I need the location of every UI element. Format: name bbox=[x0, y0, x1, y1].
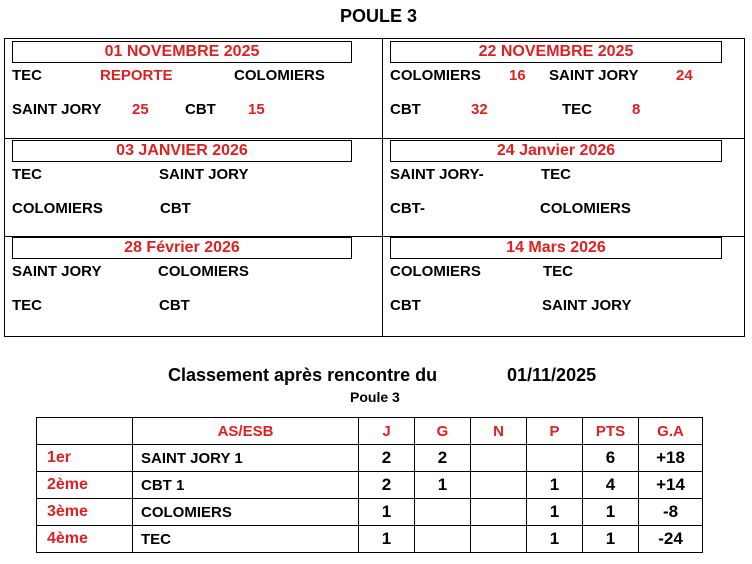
header-cell: PTS bbox=[583, 418, 639, 445]
match-away-team: SAINT JORY bbox=[549, 67, 639, 84]
points-cell: 1 bbox=[583, 499, 639, 526]
drawn-cell bbox=[471, 526, 527, 553]
played-cell: 1 bbox=[359, 526, 415, 553]
round-date: 01 NOVEMBRE 2025 bbox=[12, 41, 352, 63]
won-cell bbox=[415, 499, 471, 526]
standings-date: 01/11/2025 bbox=[507, 365, 597, 385]
table-row bbox=[37, 499, 703, 526]
match-away-score: 8 bbox=[632, 101, 641, 118]
match-home-team: TEC bbox=[12, 297, 42, 314]
header-cell: AS/ESB bbox=[133, 418, 359, 445]
rank-cell: 4ème bbox=[37, 526, 133, 553]
match-away-score: 15 bbox=[248, 101, 265, 118]
lost-cell: 1 bbox=[527, 526, 583, 553]
match-home-score: REPORTE bbox=[100, 67, 173, 84]
match-away-team: COLOMIERS bbox=[234, 67, 325, 84]
match-home-team: TEC bbox=[12, 166, 42, 183]
match-away-team: SAINT JORY bbox=[542, 297, 632, 314]
header-cell: N bbox=[471, 418, 527, 445]
match-home-score: 25 bbox=[132, 101, 149, 118]
match-home-team: SAINT JORY bbox=[12, 101, 102, 118]
match-home-team: CBT bbox=[390, 101, 421, 118]
table-row bbox=[37, 445, 703, 472]
goal-average-cell: +18 bbox=[639, 445, 703, 472]
header-cell: G bbox=[415, 418, 471, 445]
lost-cell: 1 bbox=[527, 499, 583, 526]
points-cell: 1 bbox=[583, 526, 639, 553]
match-home-team: COLOMIERS bbox=[12, 200, 103, 217]
rank-cell: 1er bbox=[37, 445, 133, 472]
match-home-team: SAINT JORY- bbox=[390, 166, 484, 183]
round-date: 22 NOVEMBRE 2025 bbox=[390, 41, 722, 63]
match-home-team: SAINT JORY bbox=[12, 263, 102, 280]
header-cell bbox=[37, 418, 133, 445]
match-away-team: SAINT JORY bbox=[159, 166, 249, 183]
drawn-cell bbox=[471, 499, 527, 526]
match-home-score: 32 bbox=[471, 101, 488, 118]
points-cell: 6 bbox=[583, 445, 639, 472]
played-cell: 2 bbox=[359, 472, 415, 499]
match-home-team: COLOMIERS bbox=[390, 67, 481, 84]
round-date: 28 Février 2026 bbox=[12, 237, 352, 259]
goal-average-cell: +14 bbox=[639, 472, 703, 499]
column-divider bbox=[382, 38, 383, 337]
round-date: 14 Mars 2026 bbox=[390, 237, 722, 259]
header-cell: J bbox=[359, 418, 415, 445]
won-cell bbox=[415, 526, 471, 553]
rank-cell: 2ème bbox=[37, 472, 133, 499]
page-title: POULE 3 bbox=[340, 6, 418, 26]
goal-average-cell: -8 bbox=[639, 499, 703, 526]
round-date: 03 JANVIER 2026 bbox=[12, 140, 352, 162]
match-home-team: TEC bbox=[12, 67, 42, 84]
won-cell: 2 bbox=[415, 445, 471, 472]
lost-cell bbox=[527, 445, 583, 472]
round-date: 24 Janvier 2026 bbox=[390, 140, 722, 162]
match-home-score: 16 bbox=[509, 67, 526, 84]
match-home-team: COLOMIERS bbox=[390, 263, 481, 280]
table-row bbox=[37, 526, 703, 553]
match-away-team: TEC bbox=[541, 166, 571, 183]
rank-cell: 3ème bbox=[37, 499, 133, 526]
team-cell: SAINT JORY 1 bbox=[133, 445, 359, 472]
played-cell: 2 bbox=[359, 445, 415, 472]
won-cell: 1 bbox=[415, 472, 471, 499]
team-cell: TEC bbox=[133, 526, 359, 553]
team-cell: CBT 1 bbox=[133, 472, 359, 499]
team-cell: COLOMIERS bbox=[133, 499, 359, 526]
match-away-team: TEC bbox=[562, 101, 592, 118]
points-cell: 4 bbox=[583, 472, 639, 499]
match-away-team: CBT bbox=[159, 297, 190, 314]
standings-title: Classement après rencontre du bbox=[168, 365, 438, 385]
table-header-row bbox=[37, 418, 703, 445]
goal-average-cell: -24 bbox=[639, 526, 703, 553]
table-row bbox=[37, 472, 703, 499]
drawn-cell bbox=[471, 472, 527, 499]
match-away-team: CBT bbox=[185, 101, 216, 118]
match-away-team: CBT bbox=[160, 200, 191, 217]
header-cell: G.A bbox=[639, 418, 703, 445]
standings-table bbox=[36, 417, 703, 553]
lost-cell: 1 bbox=[527, 472, 583, 499]
header-cell: P bbox=[527, 418, 583, 445]
row-divider bbox=[4, 138, 745, 139]
match-away-team: COLOMIERS bbox=[158, 263, 249, 280]
match-away-score: 24 bbox=[676, 67, 693, 84]
drawn-cell bbox=[471, 445, 527, 472]
standings-subtitle: Poule 3 bbox=[350, 389, 400, 405]
played-cell: 1 bbox=[359, 499, 415, 526]
match-away-team: COLOMIERS bbox=[540, 200, 631, 217]
match-away-team: TEC bbox=[543, 263, 573, 280]
match-home-team: CBT bbox=[390, 297, 421, 314]
match-home-team: CBT- bbox=[390, 200, 425, 217]
